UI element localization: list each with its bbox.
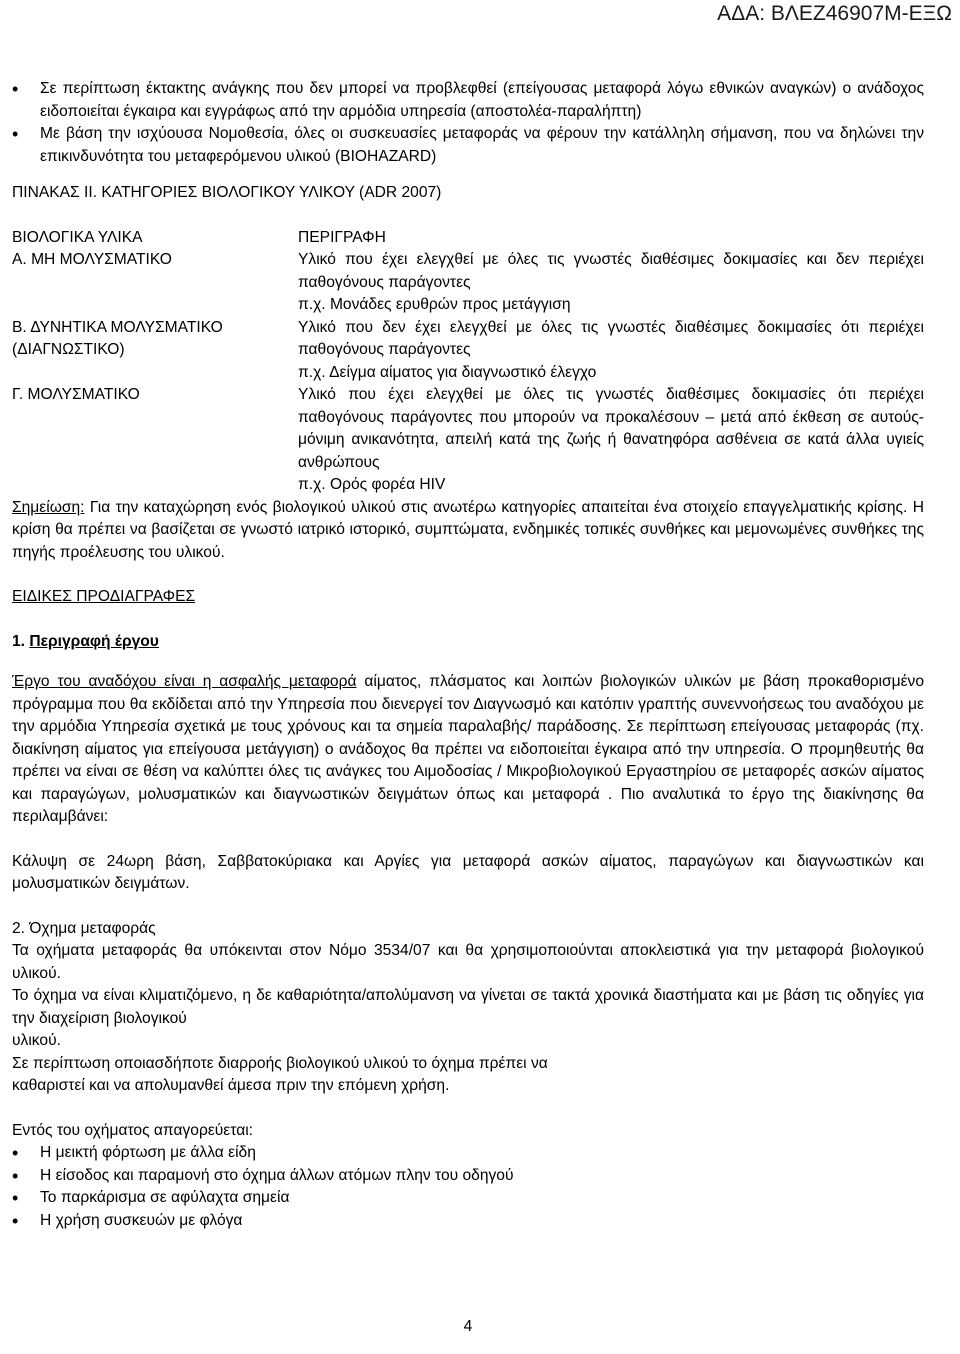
biological-materials-table [12,227,924,497]
section2-paragraph: Το όχημα να είναι κλιματιζόμενο, η δε καθαριότητα/απολύμανση να γίνεται σε τακτά χρονικά διαστήματα και με βάση τις οδηγίες για την διαχείριση βιολογικού [12,987,924,1027]
specs-heading: ΕΙΔΙΚΕΣ ΠΡΟΔΙΑΓΡΑΦΕΣ [12,588,196,605]
section2-paragraph: Σε περίπτωση οποιασδήποτε διαρροής βιολογικού υλικού το όχημα πρέπει να [12,1054,548,1072]
table-title: ΠΙΝΑΚΑΣ ΙΙ. ΚΑΤΗΓΟΡΙΕΣ ΒΙΟΛΟΓΙΚΟΥ ΥΛΙΚΟΥ (ADR 2007) [12,184,442,201]
row-example: π.χ. Μονάδες ερυθρών προς μετάγγιση [298,296,571,313]
section2-paragraph: Τα οχήματα μεταφοράς θα υπόκεινται στον Νόμο 3534/07 και θα χρησιμοποιούνται αποκλειστικά για την μεταφορά βιολογικού υλικού. [12,942,924,982]
row-description-cell [298,384,924,497]
table-row [12,384,924,497]
section1-heading [12,631,924,654]
header-description: ΠΕΡΙΓΡΑΦΗ [298,228,386,246]
section2-paragraph: υλικού. [12,1032,61,1049]
section1-lead: Έργο του αναδόχου είναι η ασφαλής μεταφορά [12,673,357,690]
section2-paragraph: καθαριστεί και να απολυμανθεί άμεσα πριν την επόμενη χρήση. [12,1077,450,1094]
section1-title: Περιγραφή έργου [29,632,159,650]
row-example: π.χ. Δείγμα αίματος για διαγνωστικό έλεγχο [298,363,597,381]
table-header-row [12,227,924,250]
row-category: Α. ΜΗ ΜΟΛΥΣΜΑΤΙΚΟ [12,251,172,268]
section1-text: αίματος, πλάσματος και λοιπών βιολογικών υλικών με βάση προκαθορισμένο πρόγραμμα που θα εκδίδεται από την Υπηρεσία που διενεργεί τον Διαγνωσμό και κατόπιν γραπτής συνεννοήσεως του αναδόχου με την αρμόδια Υπηρεσία σχετικά με τους χρόνους και τα σημεία παραλαβής/ παράδοσης. Σε περίπτωση επείγουσας μεταφοράς (πχ. διακίνηση αίματος για επείγουσα μετάγγιση) ο ανάδοχος θα πρέπει να ειδοποιείται έγκαιρα από την υπηρεσία. Ο προμηθευτής θα πρέπει να είναι σε θέση να καλύπτει όλες τις ανάγκες του Αιμοδοσίας / Μικροβιολογικού Εργαστηρίου σε μεταφορές ασκών αίματος και παραγώγων, μολυσματικών και διαγνωστικών δειγμάτων όπως και μεταφορά . Πιο αναλυτικά το έργο της διακίνησης θα περιλαμβάνει: [12,673,924,825]
note-text: Για την καταχώρηση ενός βιολογικού υλικού στις ανωτέρω κατηγορίες απαιτείται ένα στοιχείο επαγγελματικής κρίσης. Η κρίση θα πρέπει να βασίζεται σε γνωστό ιατρικό ιστορικό, συμπτώματα, ενδημικές τοπικές συνθήκες και μεμονωμένες συνθήκες της πηγής προέλευσης του υλικού. [12,498,924,561]
prohibited-item: • Η μεικτή φόρτωση με άλλα είδη [12,1142,924,1165]
document-id-header: ΑΔΑ: ΒΛΕΖ46907Μ-ΕΞΩ [717,2,952,25]
document-page [12,78,924,1232]
row-description: Υλικό που δεν έχει ελεγχθεί με όλες τις γνωστές διαθέσιμες δοκιμασίες ότι περιέχει παθογόνους παράγοντες [298,318,924,358]
note-paragraph [12,497,924,565]
coverage-paragraph: Κάλυψη σε 24ωρη βάση, Σαββατοκύριακα και Αργίες για μεταφορά ασκών αίματος, παραγώγων και διαγνωστικών και μολυσματικών δειγμάτων. [12,852,924,892]
section1-body [12,671,924,829]
prohibited-intro: Εντός του οχήματος απαγορεύεται: [12,1121,254,1139]
prohibited-item: • Η είσοδος και παραμονή στο όχημα άλλων ατόμων πλην του οδηγού [12,1165,924,1188]
prohibited-item: • Η χρήση συσκευών με φλόγα [12,1210,924,1233]
row-category: Γ. ΜΟΛΥΣΜΑΤΙΚΟ [12,386,140,403]
section1-number: 1. [12,632,26,650]
table-row [12,249,924,317]
row-description-cell [298,317,924,385]
bullet-item: • Με βάση την ισχύουσα Νομοθεσία, όλες οι συσκευασίες μεταφοράς να φέρουν την κατάλληλη σήμανση, που να δηλώνει την επικινδυνότητα του μεταφερόμενου υλικού (BIOHAZARD) [12,123,924,168]
prohibited-item: • Το παρκάρισμα σε αφύλαχτα σημεία [12,1187,924,1210]
prohibited-list [12,1142,924,1232]
row-category: Β. ΔΥΝΗΤΙΚΑ ΜΟΛΥΣΜΑΤΙΚΟ (ΔΙΑΓΝΩΣΤΙΚΟ) [12,318,223,358]
row-description-cell [298,249,924,317]
row-example: π.χ. Ορός φορέα HIV [298,476,446,493]
bullet-item: • Σε περίπτωση έκτακτης ανάγκης που δεν μπορεί να προβλεφθεί (επείγουσας μεταφορά λόγω εθνικών αναγκών) ο ανάδοχος ειδοποιείται έγκαιρα και εγγράφως από την αρμόδια υπηρεσία (αποστολέα-παραλήπτη) [12,78,924,123]
note-label: Σημείωση: [12,498,85,516]
section2-title: 2. Όχημα μεταφοράς [12,919,156,937]
header-category: ΒΙΟΛΟΓΙΚΑ ΥΛΙΚΑ [12,228,143,246]
row-description: Υλικό που έχει ελεγχθεί με όλες τις γνωστές διαθέσιμες δοκιμασίες ότι περιέχει παθογόνους παράγοντες που μπορούν να προκαλέσουν – μετά από έκθεση σε αυτούς- μόνιμη ανικανότητα, απειλή κατά της ζωής ή θανατηφόρα ασθένεια σε κατά άλλα υγιείς ανθρώπους [298,386,924,471]
top-bullet-list [12,78,924,168]
page-number: 4 [463,1318,473,1335]
table-row [12,317,924,385]
row-description: Υλικό που έχει ελεγχθεί με όλες τις γνωστές διαθέσιμες δοκιμασίες και δεν περιέχει παθογόνους παράγοντες [298,251,924,291]
